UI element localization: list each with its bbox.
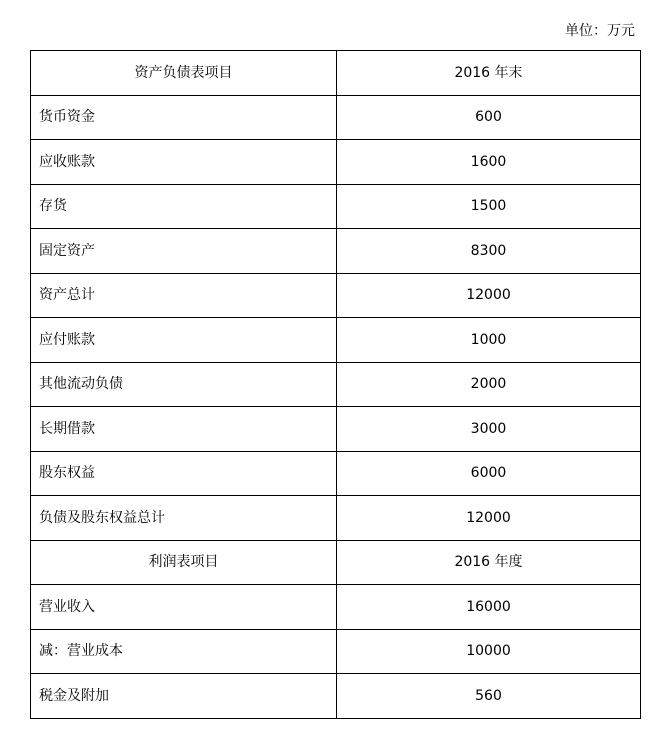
table-cell-item: 固定资产 bbox=[31, 229, 337, 274]
table-cell-item: 利润表项目 bbox=[31, 540, 337, 585]
table-cell-item: 税金及附加 bbox=[31, 674, 337, 719]
table-row bbox=[31, 184, 641, 229]
table-row bbox=[31, 629, 641, 674]
table-cell-value: 2016 年度 bbox=[337, 540, 641, 585]
table-cell-value: 1000 bbox=[337, 318, 641, 363]
table-cell-item: 应收账款 bbox=[31, 140, 337, 185]
table-cell-value: 8300 bbox=[337, 229, 641, 274]
table-row bbox=[31, 273, 641, 318]
table-row bbox=[31, 585, 641, 630]
table-cell-item: 货币资金 bbox=[31, 95, 337, 140]
table-row bbox=[31, 140, 641, 185]
table-row bbox=[31, 451, 641, 496]
table-cell-value: 12000 bbox=[337, 273, 641, 318]
table-header-row bbox=[31, 540, 641, 585]
table-cell-value: 16000 bbox=[337, 585, 641, 630]
table-cell-item: 应付账款 bbox=[31, 318, 337, 363]
table-cell-item: 其他流动负债 bbox=[31, 362, 337, 407]
table-cell-value: 6000 bbox=[337, 451, 641, 496]
table-cell-value: 560 bbox=[337, 674, 641, 719]
table-cell-item: 长期借款 bbox=[31, 407, 337, 452]
table-row bbox=[31, 674, 641, 719]
table-cell-value: 600 bbox=[337, 95, 641, 140]
table-cell-value: 1500 bbox=[337, 184, 641, 229]
table-row bbox=[31, 496, 641, 541]
table-cell-value: 1600 bbox=[337, 140, 641, 185]
table-row bbox=[31, 95, 641, 140]
table-cell-item: 营业收入 bbox=[31, 585, 337, 630]
table-cell-value: 3000 bbox=[337, 407, 641, 452]
table-row bbox=[31, 407, 641, 452]
table-cell-item: 股东权益 bbox=[31, 451, 337, 496]
table-cell-item: 负债及股东权益总计 bbox=[31, 496, 337, 541]
table-row bbox=[31, 362, 641, 407]
table-cell-item: 资产总计 bbox=[31, 273, 337, 318]
table-cell-item: 资产负债表项目 bbox=[31, 51, 337, 96]
table-cell-value: 2016 年末 bbox=[337, 51, 641, 96]
table-cell-value: 12000 bbox=[337, 496, 641, 541]
table-cell-value: 2000 bbox=[337, 362, 641, 407]
table-row bbox=[31, 229, 641, 274]
table-cell-item: 减：营业成本 bbox=[31, 629, 337, 674]
financial-statement-table bbox=[30, 50, 641, 719]
unit-label: 单位：万元 bbox=[565, 23, 635, 39]
table-cell-value: 10000 bbox=[337, 629, 641, 674]
table-row bbox=[31, 318, 641, 363]
table-cell-item: 存货 bbox=[31, 184, 337, 229]
table-header-row bbox=[31, 51, 641, 96]
